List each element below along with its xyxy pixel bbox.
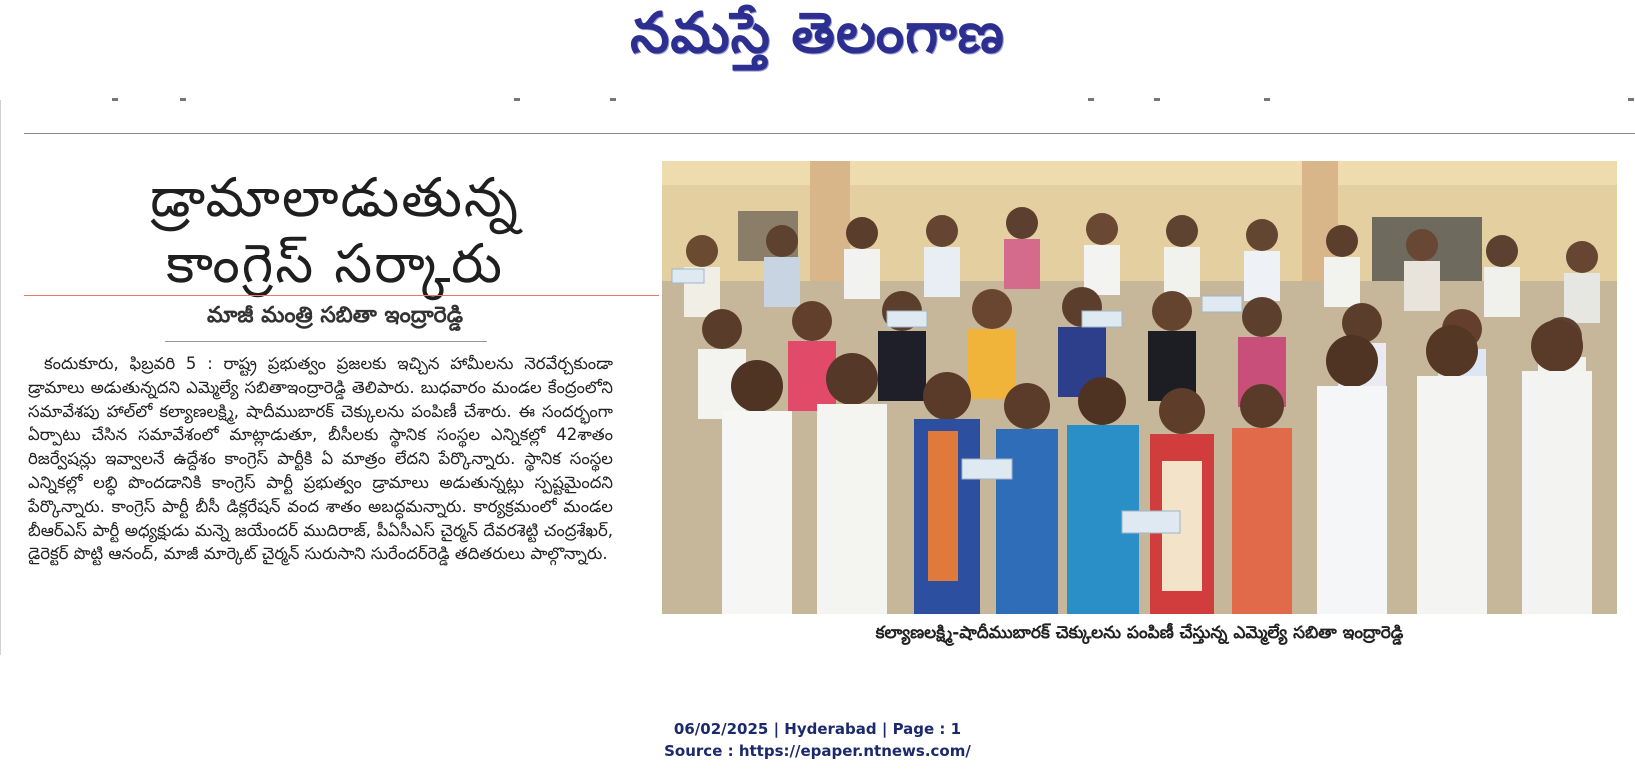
masthead [0, 0, 1635, 80]
news-photo [662, 161, 1617, 614]
cropped-text-strip [26, 98, 1635, 104]
source-link[interactable]: Source : https://epaper.ntnews.com/ [664, 742, 971, 760]
edition-info: 06/02/2025 | Hyderabad | Page : 1 [673, 720, 962, 738]
article-headline [40, 165, 630, 297]
headline-line-2: కాంగ్రెస్ సర్కారు [166, 232, 504, 295]
page-footer [0, 718, 1635, 762]
group-photo-illustration [662, 161, 1617, 614]
page-edge [0, 100, 1, 655]
photo-caption: కల్యాణలక్ష్మి-షాదీముబారక్ చెక్కులను పంపిణీ చేస్తున్న ఎమ్మెల్యే సబితా ఇంద్రారెడ్డి [875, 623, 1404, 643]
newspaper-logo: నమస్తే తెలంగాణ [630, 0, 1005, 66]
headline-divider [24, 295, 659, 296]
article-body: కందుకూరు, ఫిబ్రవరి 5 : రాష్ట్ర ప్రభుత్వం ప్రజలకు ఇచ్చిన హామీలను నెరవేర్చకుండా డ్రామాలు అడుతున్నదని ఎమ్మెల్యే సబితాఇంద్రారెడ్డి తెలిపారు. బుధవారం మండల కేంద్రంలోని సమావేశపు హాల్‌లో కల్యాణలక్ష్మి, షాదీముబారక్ చెక్కులను పంపిణీ చేశారు. ఈ సందర్భంగా ఏర్పాటు చేసిన సమావేశంలో మాట్లాడుతూ, బీసీలకు స్థానిక సంస్థల ఎన్నికల్లో 42శాతం రిజర్వేషన్లు ఇవ్వాలనే ఉద్దేశం కాంగ్రెస్ పార్టీకి ఏ మాత్రం లేదని పేర్కొన్నారు. స్థానిక సంస్థల ఎన్నికల్లో లబ్ధి పొందడానికి కాంగ్రెస్ పార్టీ ప్రభుత్వం డ్రామాలు అడుతున్నట్లు స్పష్టమైందని పేర్కొన్నారు. కాంగ్రెస్ పార్టీ బీసీ డిక్లరేషన్ వంద శాతం అబద్ధమన్నారు. కార్యక్రమంలో మండల బీఆర్ఎస్ పార్టీ అధ్యక్షుడు మన్నె జయేందర్ ముదిరాజ్, పీఏసీఎస్ చైర్మన్ దేవరశెట్టి చంద్రశేఖర్, డైరెక్టర్ పొట్టి ఆనంద్, మాజీ మార్కెట్ చైర్మన్ సురుసాని సురేందర్‌రెడ్డి తదితరులు పాల్గొన్నారు. [28, 354, 613, 564]
headline-line-1: డ్రామాలాడుతున్న [150, 166, 520, 229]
byline-underline [165, 341, 487, 342]
page-divider [24, 133, 1635, 134]
article-byline: మాజీ మంత్రి సబితా ఇంద్రారెడ్డి [206, 303, 463, 328]
